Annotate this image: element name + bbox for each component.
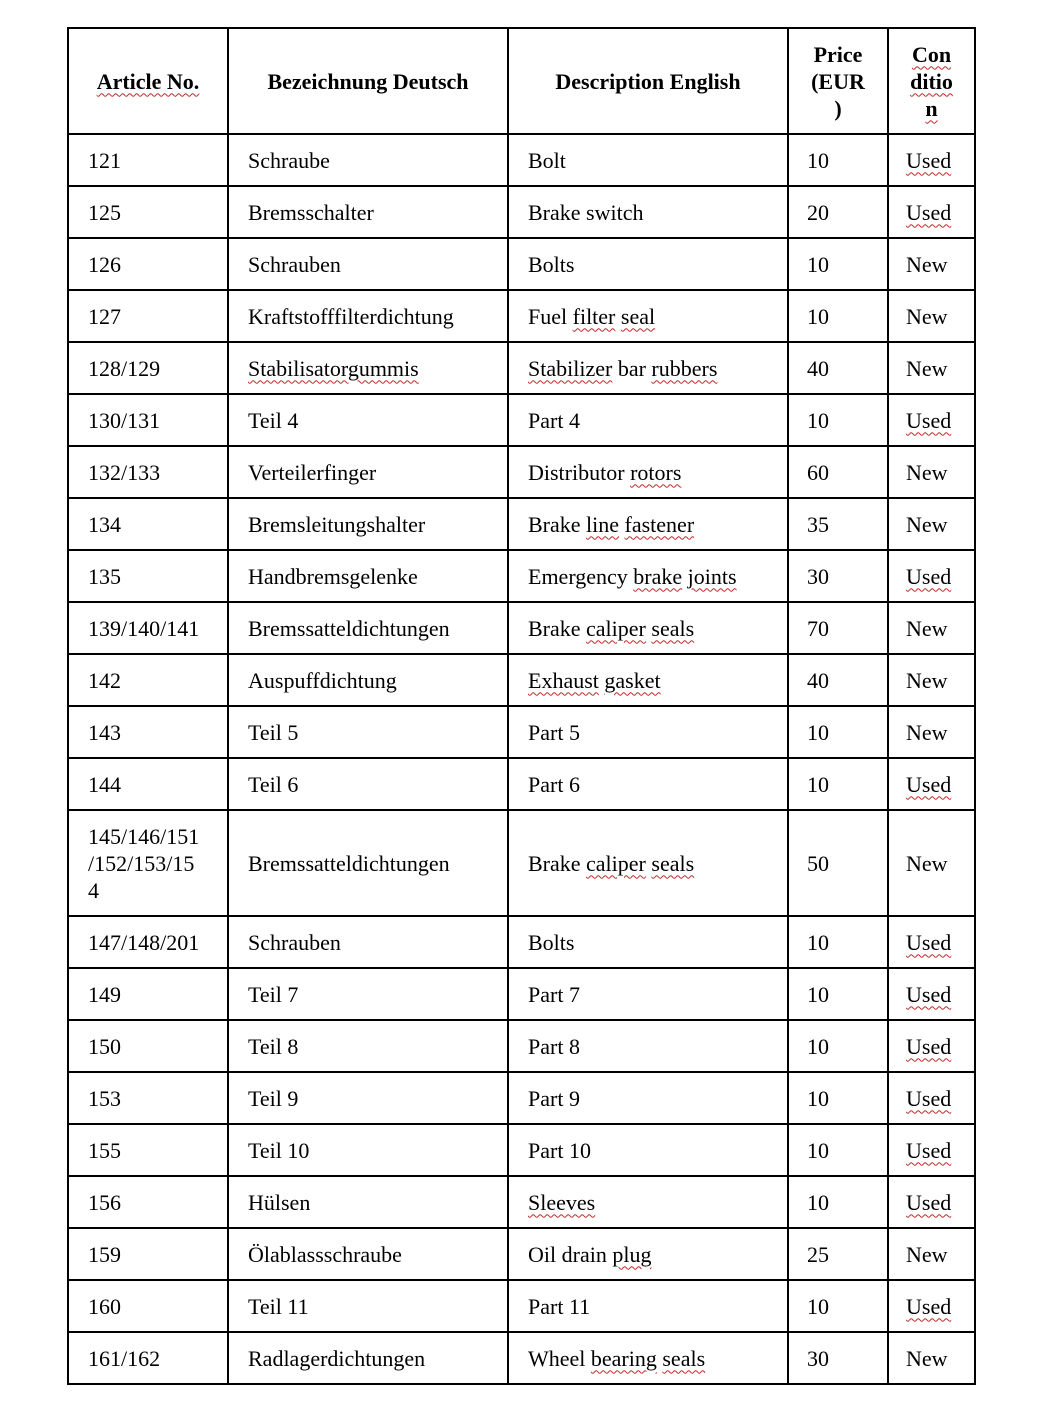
cell-english xyxy=(508,1124,788,1176)
cell-german xyxy=(228,1124,508,1176)
cell-text: Part 4 xyxy=(528,407,580,433)
cell-german xyxy=(228,550,508,602)
cell-word: plug xyxy=(612,1241,652,1267)
cell-english xyxy=(508,916,788,968)
cell-word: Oil xyxy=(528,1241,557,1267)
condition-text: Used xyxy=(906,563,952,589)
cell-article-no: 147/148/201 xyxy=(68,916,228,968)
cell-word: seal xyxy=(620,303,656,329)
cell-text: Teil 10 xyxy=(248,1137,310,1163)
header-german: Bezeichnung Deutsch xyxy=(228,28,508,134)
cell-english xyxy=(508,342,788,394)
parts-table xyxy=(67,27,976,1385)
condition-text: Used xyxy=(906,1189,952,1215)
cell-condition xyxy=(888,602,975,654)
cell-text: Brake switch xyxy=(528,199,644,225)
condition-text: New xyxy=(906,355,948,381)
header-condition: Con ditio n xyxy=(888,28,975,134)
table-row xyxy=(68,446,975,498)
table-row xyxy=(68,1176,975,1228)
cell-condition xyxy=(888,342,975,394)
cell-price: 10 xyxy=(788,134,888,186)
cell-condition xyxy=(888,186,975,238)
table-row xyxy=(68,916,975,968)
cell-word: joints xyxy=(687,563,737,589)
header-price: Price (EUR ) xyxy=(788,28,888,134)
cell-condition xyxy=(888,1020,975,1072)
condition-text: New xyxy=(906,850,948,876)
condition-text: Used xyxy=(906,1293,952,1319)
condition-text: New xyxy=(906,667,948,693)
cell-word: line xyxy=(586,511,620,537)
cell-article-no: 155 xyxy=(68,1124,228,1176)
cell-price: 10 xyxy=(788,238,888,290)
cell-german xyxy=(228,342,508,394)
cell-condition xyxy=(888,134,975,186)
cell-condition xyxy=(888,706,975,758)
cell-condition xyxy=(888,446,975,498)
cell-article-no: 128/129 xyxy=(68,342,228,394)
cell-english xyxy=(508,498,788,550)
table-row xyxy=(68,1072,975,1124)
table-row xyxy=(68,1020,975,1072)
cell-article-no: 156 xyxy=(68,1176,228,1228)
cell-word: caliper xyxy=(586,615,646,641)
cell-english xyxy=(508,394,788,446)
cell-price: 10 xyxy=(788,394,888,446)
cell-text: Bolts xyxy=(528,251,575,277)
cell-word: rotors xyxy=(630,459,682,485)
cell-article-no: 150 xyxy=(68,1020,228,1072)
condition-text: New xyxy=(906,459,948,485)
cell-word: Brake xyxy=(528,850,581,876)
cell-text: Bolt xyxy=(528,147,566,173)
condition-text: Used xyxy=(906,1137,952,1163)
cell-german xyxy=(228,602,508,654)
cell-word: Stabilizer xyxy=(528,355,613,381)
cell-text: Teil 7 xyxy=(248,981,299,1007)
cell-german xyxy=(228,706,508,758)
cell-german xyxy=(228,498,508,550)
cell-price: 35 xyxy=(788,498,888,550)
table-row xyxy=(68,758,975,810)
table-body xyxy=(68,134,975,1384)
article-line: 145/146/151 xyxy=(88,823,200,849)
cell-english xyxy=(508,186,788,238)
cell-german xyxy=(228,134,508,186)
cell-article-no: 132/133 xyxy=(68,446,228,498)
cell-text: Handbremsgelenke xyxy=(248,563,418,589)
cell-english xyxy=(508,1020,788,1072)
cell-word: seals xyxy=(651,850,695,876)
cell-text: Teil 11 xyxy=(248,1293,309,1319)
cell-english xyxy=(508,446,788,498)
cell-price: 10 xyxy=(788,758,888,810)
cell-article-no: 160 xyxy=(68,1280,228,1332)
cell-text: Teil 8 xyxy=(248,1033,299,1059)
cell-condition xyxy=(888,1280,975,1332)
cell-word: Distributor xyxy=(528,459,625,485)
header-article-no: Article No. xyxy=(68,28,228,134)
cell-german xyxy=(228,1072,508,1124)
cell-price: 40 xyxy=(788,654,888,706)
cell-word: Brake xyxy=(528,511,581,537)
cell-text: Part 10 xyxy=(528,1137,591,1163)
table-row xyxy=(68,238,975,290)
table-row xyxy=(68,342,975,394)
cell-english xyxy=(508,238,788,290)
cell-price: 50 xyxy=(788,810,888,916)
cell-english xyxy=(508,550,788,602)
cell-german xyxy=(228,654,508,706)
table-row xyxy=(68,498,975,550)
cell-word: caliper xyxy=(586,850,646,876)
cell-word: Wheel xyxy=(528,1345,586,1371)
cell-condition xyxy=(888,1228,975,1280)
cell-condition xyxy=(888,1124,975,1176)
table-row xyxy=(68,290,975,342)
cell-price: 10 xyxy=(788,968,888,1020)
condition-text: Used xyxy=(906,771,952,797)
cell-article-no: 153 xyxy=(68,1072,228,1124)
cell-english xyxy=(508,968,788,1020)
cell-german xyxy=(228,238,508,290)
cell-price: 60 xyxy=(788,446,888,498)
condition-text: New xyxy=(906,303,948,329)
cell-condition xyxy=(888,968,975,1020)
cell-text: Schrauben xyxy=(248,929,341,955)
cell-article-no: 142 xyxy=(68,654,228,706)
cell-article-no: 121 xyxy=(68,134,228,186)
cell-english xyxy=(508,1280,788,1332)
cell-german xyxy=(228,290,508,342)
cell-price: 10 xyxy=(788,1280,888,1332)
cell-article-no: 125 xyxy=(68,186,228,238)
table-row xyxy=(68,1332,975,1384)
table-row xyxy=(68,1280,975,1332)
cell-article-no xyxy=(68,810,228,916)
cell-article-no: 143 xyxy=(68,706,228,758)
cell-german xyxy=(228,186,508,238)
cell-text: Part 8 xyxy=(528,1033,580,1059)
cell-text: Radlagerdichtungen xyxy=(248,1345,426,1371)
table-row xyxy=(68,810,975,916)
cell-condition xyxy=(888,238,975,290)
cell-condition xyxy=(888,394,975,446)
cell-english xyxy=(508,1072,788,1124)
cell-word: bar xyxy=(617,355,646,381)
cell-text: Ölablassschraube xyxy=(248,1241,402,1267)
cell-word: seals xyxy=(651,615,695,641)
table-row xyxy=(68,1228,975,1280)
cell-word: Emergency xyxy=(528,563,628,589)
header-english: Description English xyxy=(508,28,788,134)
cell-text: Verteilerfinger xyxy=(248,459,377,485)
cell-price: 10 xyxy=(788,916,888,968)
cell-text: Schrauben xyxy=(248,251,341,277)
cell-english xyxy=(508,602,788,654)
cell-word: filter xyxy=(572,303,616,329)
cell-article-no: 144 xyxy=(68,758,228,810)
cell-condition xyxy=(888,1072,975,1124)
cell-article-no: 149 xyxy=(68,968,228,1020)
cell-condition xyxy=(888,498,975,550)
cell-condition xyxy=(888,916,975,968)
cell-article-no: 130/131 xyxy=(68,394,228,446)
cell-condition xyxy=(888,550,975,602)
cell-word: brake xyxy=(633,563,683,589)
cell-article-no: 139/140/141 xyxy=(68,602,228,654)
cell-text: Teil 6 xyxy=(248,771,299,797)
cell-english xyxy=(508,810,788,916)
header-row xyxy=(68,28,975,134)
cell-text: Bolts xyxy=(528,929,575,955)
cell-price: 10 xyxy=(788,706,888,758)
cell-text: Bremssatteldichtungen xyxy=(248,850,450,876)
cell-word: gasket xyxy=(604,667,661,693)
cell-text: Part 6 xyxy=(528,771,580,797)
cell-german xyxy=(228,1280,508,1332)
cell-word: Exhaust xyxy=(528,667,599,693)
cell-price: 20 xyxy=(788,186,888,238)
cell-price: 25 xyxy=(788,1228,888,1280)
condition-text: Used xyxy=(906,981,952,1007)
condition-text: New xyxy=(906,511,948,537)
cell-german xyxy=(228,810,508,916)
cell-text: Part 11 xyxy=(528,1293,591,1319)
cell-english xyxy=(508,654,788,706)
table-row xyxy=(68,186,975,238)
cell-price: 30 xyxy=(788,1332,888,1384)
cell-text: Part 5 xyxy=(528,719,580,745)
cell-article-no: 159 xyxy=(68,1228,228,1280)
cell-english xyxy=(508,706,788,758)
table-row xyxy=(68,602,975,654)
table-row xyxy=(68,654,975,706)
cell-article-no: 126 xyxy=(68,238,228,290)
cell-text: Bremsleitungshalter xyxy=(248,511,426,537)
cell-condition xyxy=(888,654,975,706)
cell-german xyxy=(228,394,508,446)
cell-english xyxy=(508,134,788,186)
cell-text: Part 7 xyxy=(528,981,580,1007)
cell-text: Part 9 xyxy=(528,1085,580,1111)
table-row xyxy=(68,550,975,602)
cell-german xyxy=(228,916,508,968)
cell-german xyxy=(228,758,508,810)
cell-german xyxy=(228,446,508,498)
cell-word: Stabilisatorgummis xyxy=(248,355,419,381)
condition-text: New xyxy=(906,251,948,277)
cell-condition xyxy=(888,1176,975,1228)
cell-word: Brake xyxy=(528,615,581,641)
cell-text: Auspuffdichtung xyxy=(248,667,397,693)
cell-text: Bremssatteldichtungen xyxy=(248,615,450,641)
cell-article-no: 134 xyxy=(68,498,228,550)
table-row xyxy=(68,1124,975,1176)
condition-text: Used xyxy=(906,199,952,225)
cell-german xyxy=(228,1020,508,1072)
cell-text: Bremsschalter xyxy=(248,199,374,225)
cell-word: seals xyxy=(662,1345,706,1371)
cell-german xyxy=(228,1332,508,1384)
cell-text: Teil 5 xyxy=(248,719,299,745)
table-row xyxy=(68,394,975,446)
cell-price: 10 xyxy=(788,1020,888,1072)
cell-condition xyxy=(888,1332,975,1384)
cell-english xyxy=(508,758,788,810)
condition-text: Used xyxy=(906,1085,952,1111)
cell-word: fastener xyxy=(624,511,695,537)
cell-condition xyxy=(888,810,975,916)
condition-text: Used xyxy=(906,147,952,173)
cell-word: Fuel xyxy=(528,303,568,329)
cell-condition xyxy=(888,758,975,810)
cell-english xyxy=(508,1332,788,1384)
article-line: 4 xyxy=(88,877,99,903)
cell-word: bearing xyxy=(590,1345,657,1371)
cell-word: drain xyxy=(561,1241,607,1267)
cell-text: Teil 4 xyxy=(248,407,299,433)
cell-price: 10 xyxy=(788,1176,888,1228)
cell-german xyxy=(228,1228,508,1280)
cell-price: 70 xyxy=(788,602,888,654)
table-row xyxy=(68,968,975,1020)
cell-german xyxy=(228,968,508,1020)
cell-english xyxy=(508,1228,788,1280)
condition-text: New xyxy=(906,1241,948,1267)
condition-text: New xyxy=(906,1345,948,1371)
cell-english xyxy=(508,1176,788,1228)
cell-article-no: 135 xyxy=(68,550,228,602)
condition-text: New xyxy=(906,719,948,745)
condition-text: New xyxy=(906,615,948,641)
condition-text: Used xyxy=(906,929,952,955)
cell-text: Hülsen xyxy=(248,1189,311,1215)
cell-condition xyxy=(888,290,975,342)
cell-price: 10 xyxy=(788,290,888,342)
cell-german xyxy=(228,1176,508,1228)
cell-price: 40 xyxy=(788,342,888,394)
cell-text: Schraube xyxy=(248,147,330,173)
cell-price: 30 xyxy=(788,550,888,602)
table-row xyxy=(68,706,975,758)
article-line: /152/153/15 xyxy=(88,850,195,876)
cell-english xyxy=(508,290,788,342)
cell-word: rubbers xyxy=(651,355,718,381)
cell-price: 10 xyxy=(788,1124,888,1176)
condition-text: Used xyxy=(906,407,952,433)
cell-word: Sleeves xyxy=(528,1189,596,1215)
cell-text: Kraftstofffilterdichtung xyxy=(248,303,454,329)
cell-text: Teil 9 xyxy=(248,1085,299,1111)
cell-price: 10 xyxy=(788,1072,888,1124)
cell-article-no: 127 xyxy=(68,290,228,342)
cell-article-no: 161/162 xyxy=(68,1332,228,1384)
table-row xyxy=(68,134,975,186)
condition-text: Used xyxy=(906,1033,952,1059)
